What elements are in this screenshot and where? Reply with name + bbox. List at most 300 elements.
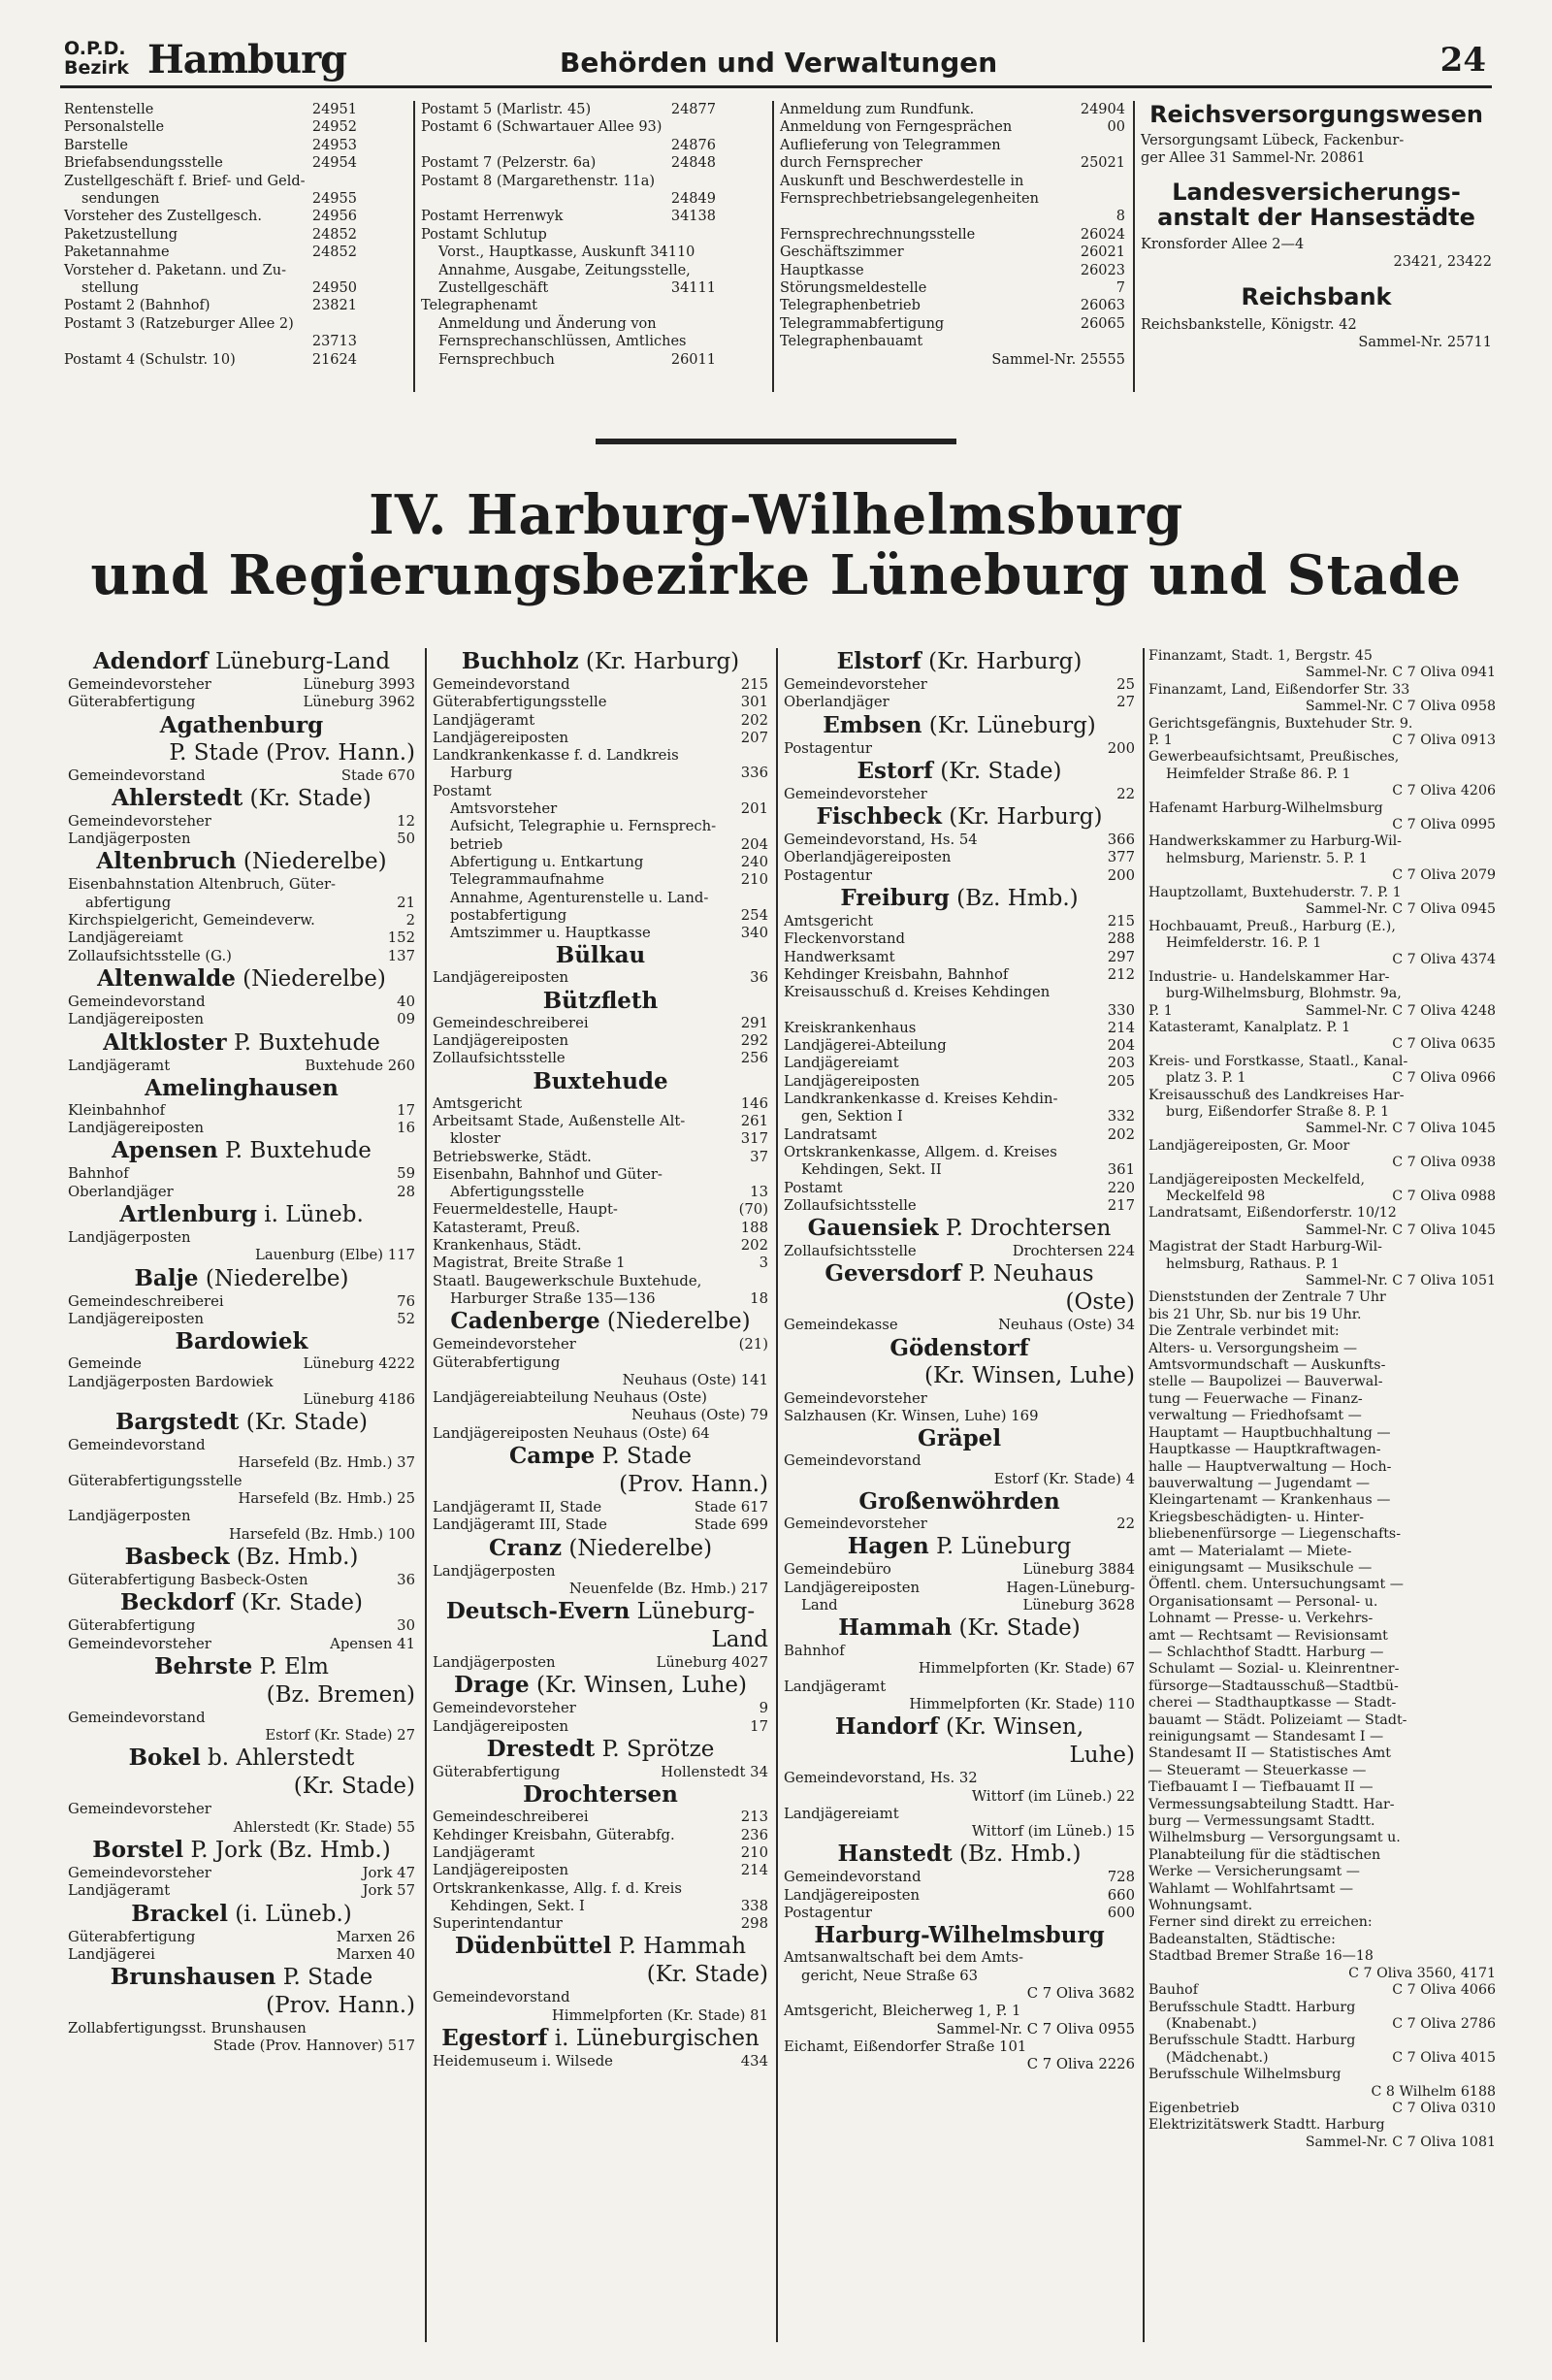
place-heading [433,648,768,675]
entry-row [1148,1898,1496,1914]
entry-number: 36 [750,969,768,987]
entry-number: (70) [738,1201,768,1219]
entry-number: Buxtehude 260 [305,1057,415,1074]
entry-name: Gemeindekasse [784,1317,898,1334]
place-heading-continued [784,1742,1135,1769]
entry-name: Gemeindevorsteher [784,676,927,693]
place-name: Altkloster [103,1028,227,1056]
entry-name: Hochbauamt, Preuß., Harburg (E.), [1148,918,1396,934]
entry-name: Gemeindevorsteher [433,1700,576,1717]
entry-row [1148,1121,1496,1137]
entry-row [68,1526,415,1544]
entry-row [433,925,768,942]
entry-name: Dienststunden der Zentrale 7 Uhr [1148,1289,1386,1306]
entry-number: 26065 [1080,315,1125,332]
entry-name: Amtsgericht [784,913,874,930]
entry-row [433,907,768,925]
entry-name: Badeanstalten, Städtische: [1148,1931,1336,1947]
entry-name: Landjägereiamt [784,1055,899,1072]
place-entry [433,1781,768,1933]
entry-name: Vorst., Hauptkasse, Auskunft 34110 [438,245,695,261]
entry-number: 202 [740,711,768,729]
entry-number: 24852 [311,226,357,243]
entry-number: 137 [387,947,415,964]
entry-number: 240 [740,853,768,870]
place-qualifier: (Kr. Harburg) [921,649,1083,674]
place-qualifier: P. Hammah [611,1934,747,1960]
place-heading [68,712,415,738]
entry-name: Postamt 4 (Schulstr. 10) [64,351,236,368]
place-name: Egestorf [441,2025,548,2052]
entry-row [784,1905,1135,1922]
place-qualifier-continued: P. Stade (Prov. Hann.) [169,739,415,766]
place-entry [68,1964,415,2056]
place-name: Agathenburg [159,711,324,738]
entry-row [1148,1476,1496,1492]
entry-row [421,279,716,297]
entry-row [68,1636,415,1653]
place-qualifier: (Kr. Winsen, Luhe) [529,1673,747,1699]
entry-number: 76 [397,1292,415,1310]
entry-number: 30 [397,1617,415,1635]
entry-row [1148,1391,1496,1408]
entry-row [1148,1712,1496,1729]
entry-name: Superintendantur [433,1915,563,1933]
column-divider [425,648,427,2342]
entry-name: einigungsamt — Musikschule — [1148,1559,1373,1576]
entry-name: Die Zentrale verbindet mit: [1148,1323,1340,1340]
entry-number: 338 [740,1897,768,1914]
entry-number: C 7 Oliva 4206 [1392,783,1496,799]
entry-name: Werke — Versicherungsamt — [1148,1864,1360,1880]
entry-row [68,929,415,947]
entry-name: Gemeindeschreiberei [433,1014,589,1031]
heading-reichsversorgungswesen: Reichsversorgungswesen [1149,101,1483,128]
place-entry [68,1409,415,1544]
entry-number: 340 [740,925,768,942]
entry-name: Gemeindevorstand [68,1437,206,1454]
entry-name: Hafenamt Harburg-Wilhelmsburg [1148,799,1383,816]
entry-name: Postagentur [784,1905,872,1922]
place-entry [433,942,768,987]
entry-number: 215 [740,676,768,693]
entry-row [1148,1357,1496,1374]
entry-number: 24904 [1080,102,1125,117]
entry-name: Katasteramt, Kanalplatz. P. 1 [1148,1019,1351,1035]
entry-row [421,244,716,261]
entry-name: Planabteilung für die städtischen [1148,1846,1381,1863]
entry-row [1148,1982,1496,1999]
entry-row [1148,817,1496,833]
entry-row [421,351,716,369]
entry-name: Salzhausen (Kr. Winsen, Luhe) 169 [784,1408,1039,1425]
entry-row [433,1516,768,1534]
entry-row [1148,1966,1496,1982]
place-entry [433,1535,768,1599]
entry-row [784,1055,1135,1072]
entry-row [784,1869,1135,1886]
entry-number: Hollenstedt 34 [661,1764,768,1781]
place-heading [784,1922,1135,1948]
entry-number: 22 [1116,1515,1135,1532]
entry-row [784,1887,1135,1905]
entry-name: Heimfelderstr. 16. P. 1 [1166,934,1322,951]
entry-row [1148,833,1496,850]
entry-name: Landjägerposten [433,1654,556,1672]
entry-number: 188 [740,1219,768,1236]
entry-name: Landjägereiposten [433,729,569,746]
entry-row [68,831,415,848]
entry-row [68,1572,415,1589]
place-heading [433,1598,768,1625]
place-heading [68,1409,415,1436]
entry-row [784,1823,1135,1841]
place-name: Harburg-Wilhelmsburg [814,1922,1105,1949]
entry-row [64,118,357,136]
place-entry [68,1901,415,1965]
entry-name: Gemeinde [68,1355,142,1373]
top-column-1 [64,101,357,369]
entry-row [68,1120,415,1137]
place-qualifier: Lüneburg- [630,1599,756,1625]
place-heading [68,1029,415,1057]
entry-row [1148,1797,1496,1813]
entry-name: Staatl. Baugewerkschule Buxtehude, [433,1272,702,1289]
entry-name: Landratsamt [784,1125,877,1143]
entry-number: 24848 [670,155,716,172]
entry-name: durch Fernsprecher [780,155,922,172]
entry-row [784,676,1135,694]
entry-row [68,1374,415,1391]
entry-name: Gemeindevorsteher [68,1635,211,1652]
place-name: Drestedt [486,1736,596,1763]
place-name: Basbeck [124,1543,230,1570]
place-entry [433,1598,768,1672]
entry-row [433,1389,768,1407]
place-entry [784,885,1135,1215]
entry-number: 24956 [311,209,357,225]
place-heading [784,1215,1135,1242]
text-line: Reichsbankstelle, Königstr. 42 [1141,316,1357,333]
entry-row [784,949,1135,966]
entry-row [68,1727,415,1744]
entry-row [1148,1864,1496,1880]
entry-row [784,1144,1135,1161]
entry-number: C 7 Oliva 0938 [1392,1155,1496,1171]
entry-number: 34111 [670,280,716,297]
entry-number: 21 [397,894,415,911]
entry-name: Postamt 6 (Schwartauer Allee 93) [421,119,663,136]
place-entry [68,1201,415,1265]
entry-name: Landjägereiposten [68,1120,205,1137]
entry-name: Gemeindevorstand [433,676,570,693]
place-qualifier-continued: Luhe) [1069,1743,1135,1769]
entry-number: 317 [740,1130,768,1148]
entry-row [421,333,716,350]
entry-name: Postamt 2 (Bahnhof) [64,298,210,314]
entry-number: 59 [397,1165,415,1183]
entry-name: P. 1 [1148,733,1173,749]
entry-number: 40 [397,993,415,1010]
place-entry [68,1744,415,1837]
entry-number: 21624 [311,351,357,368]
entry-number: 361 [1107,1161,1135,1179]
place-name: Freiburg [840,885,950,912]
entry-name: Krankenhaus, Städt. [433,1237,582,1255]
entry-name: burg, Eißendorfer Straße 8. P. 1 [1166,1103,1390,1120]
entry-row [1148,1948,1496,1965]
entry-name: Gemeindevorsteher [68,812,211,830]
place-heading [68,1544,415,1571]
entry-name: Zollabfertigungsst. Brunshausen [68,2020,307,2038]
entry-name: Harburger Straße 135—136 [450,1289,656,1307]
entry-row [1148,716,1496,733]
entry-name: Rentenstelle [64,102,154,117]
entry-row [784,1073,1135,1091]
entry-row [780,137,1125,154]
entry-number: Lüneburg 4027 [656,1654,768,1672]
entry-name: Öffentl. chem. Untersuchungsamt — [1148,1577,1404,1593]
entry-number: Neuhaus (Oste) 79 [631,1407,768,1424]
place-qualifier: (Kr. Stade) [952,1615,1081,1642]
place-name: Gräpel [917,1425,1002,1452]
entry-row [433,1700,768,1717]
place-heading [68,1265,415,1292]
entry-number: Sammel-Nr. 25555 [991,351,1125,368]
entry-number: 13 [750,1184,768,1201]
entry-name: bliebenenfürsorge — Liegenschafts- [1148,1526,1401,1543]
entry-row [1148,2084,1496,2101]
place-entry [68,1137,415,1201]
entry-row [784,2038,1135,2056]
entry-number: Harsefeld (Bz. Hmb.) 25 [238,1490,415,1508]
entry-name: Heidemuseum i. Wilsede [433,2053,613,2070]
place-qualifier: (Niederelbe) [235,965,386,992]
entry-name: gericht, Neue Straße 63 [801,1967,979,1984]
entry-name: Zollaufsichtsstelle [784,1196,917,1214]
entry-row [64,190,357,208]
entry-number: 7 [1116,280,1125,297]
entry-row [68,1184,415,1201]
place-name: Cranz [488,1534,563,1561]
entry-row [1148,952,1496,968]
entry-row [1148,1628,1496,1645]
entry-name: Postamt Schlutup [421,226,547,243]
entry-number: 18 [750,1289,768,1307]
entry-row [784,1696,1135,1713]
entry-name: Landjägereiposten [433,1032,569,1050]
entry-number: Jork 47 [362,1864,415,1881]
entry-row [784,1197,1135,1215]
header-title: Behörden und Verwaltungen [560,47,998,79]
entry-row [784,1108,1135,1125]
place-heading [784,712,1135,739]
entry-name: Landjägeramt [68,1882,171,1900]
entry-row [64,226,357,244]
place-name: Borstel [92,1836,184,1863]
entry-name: Paketzustellung [64,226,178,243]
entry-number: 52 [397,1310,415,1327]
column-divider [776,648,778,2342]
entry-row [1148,1645,1496,1661]
entry-row [780,297,1125,314]
entry-name: Gemeindevorstand, Hs. 32 [784,1770,978,1787]
place-heading [433,1781,768,1808]
entry-number: 204 [740,835,768,853]
entry-number: Neuhaus (Oste) 141 [622,1371,768,1388]
entry-number: 25021 [1080,155,1125,172]
entry-row [433,1862,768,1879]
place-entry [433,1736,768,1781]
place-name: Bardowiek [175,1328,308,1355]
entry-name: P. 1 [1148,1002,1173,1019]
entry-row [1148,1492,1496,1509]
entry-name: Landjägerposten [68,831,191,848]
entry-number: 24954 [311,155,357,172]
place-entry [433,2025,768,2070]
place-heading [433,1672,768,1699]
entry-name: Gemeindevorsteher [68,676,211,693]
entry-row [433,836,768,854]
entry-number: 200 [1107,866,1135,884]
entry-name: Kreisausschuß des Landkreises Har- [1148,1087,1405,1103]
entry-name: Amtszimmer u. Hauptkasse [450,925,651,942]
entry-name: Oberlandjäger [784,694,889,711]
entry-name: Stadtbad Bremer Straße 16—18 [1148,1948,1374,1965]
entry-name: Postamt [433,782,492,799]
entry-row [68,895,415,912]
place-heading-continued [433,1471,768,1498]
entry-name: Störungsmeldestelle [780,280,927,297]
place-entry [68,1029,415,1075]
place-qualifier: (Kr. Lüneburg) [922,712,1096,738]
place-qualifier: (Kr. Stade) [242,785,372,811]
place-qualifier: (Kr. Stade) [239,1410,369,1436]
entry-row [1148,1560,1496,1577]
entry-name: Kreisausschuß d. Kreises Kehdingen [784,984,1051,1001]
place-entry [784,1215,1135,1260]
place-heading-continued [433,1626,768,1653]
place-name: Hanstedt [837,1841,953,1868]
entry-name: Güterabfertigung [433,1353,561,1371]
place-qualifier: (Kr. Stade) [234,1590,364,1616]
entry-row [433,747,768,765]
place-name: Gauensiek [807,1215,939,1242]
entry-number: 366 [1107,831,1135,849]
entry-number: C 7 Oliva 0635 [1392,1036,1496,1053]
entry-number: 207 [740,729,768,746]
entry-name: Kleinbahnhof [68,1101,166,1119]
entry-name: Wohnungsamt. [1148,1898,1253,1914]
place-heading [784,1335,1135,1361]
entry-number: 34138 [670,209,716,225]
entry-row [1148,935,1496,952]
entry-row [421,137,716,154]
entry-name: Alters- u. Versorgungsheim — [1148,1340,1358,1356]
place-name: Großenwöhrden [858,1487,1060,1515]
entry-row [1148,665,1496,681]
place-heading-continued [68,739,415,766]
entry-name: amt — Rechtsamt — Revisionsamt [1148,1627,1388,1644]
entry-name: Landjägereiposten [784,1072,921,1090]
entry-row [1148,1830,1496,1846]
entry-number: 330 [1107,1001,1135,1019]
entry-row [64,351,357,369]
place-entry [784,1841,1135,1922]
entry-row [1148,1745,1496,1762]
entry-row [780,262,1125,279]
entry-row [68,1929,415,1946]
entry-name: Briefabsendungsstelle [64,155,223,172]
entry-number: 24951 [311,102,357,117]
entry-row [433,1844,768,1862]
entry-row [1148,1205,1496,1222]
entry-row [421,118,716,136]
entry-row [1148,1273,1496,1289]
entry-number: 236 [740,1826,768,1843]
entry-number: 2 [405,912,415,929]
entry-number: Hagen-Lüneburg- [1006,1579,1135,1596]
place-qualifier: P. Jork (Bz. Hmb.) [183,1837,391,1863]
entry-number: C 7 Oliva 4015 [1392,2049,1496,2066]
text-line: Sammel-Nr. 25711 [1358,335,1492,351]
entry-row [64,315,357,333]
place-heading [433,1308,768,1335]
entry-name: Landkrankenkasse f. d. Landkreis [433,747,679,765]
entry-name: Amtsanwaltschaft bei dem Amts- [784,1949,1024,1967]
entry-name: Güterabfertigungsstelle [68,1472,242,1489]
entry-row [1148,1341,1496,1357]
entry-number: C 7 Oliva 0913 [1392,733,1496,749]
entry-name: Gemeindevorstand [68,993,206,1010]
main-column-4 [1148,648,1496,2151]
place-heading [784,648,1135,675]
entry-number: 203 [1107,1055,1135,1072]
place-qualifier: P. Stade [595,1443,693,1469]
entry-number: 202 [740,1237,768,1255]
entry-name: Bauhof [1148,1982,1198,1999]
entry-row [433,765,768,782]
entry-name: Landjägerposten [68,1229,191,1247]
column-divider [413,101,415,392]
entry-name: Oberlandjäger [68,1183,174,1200]
entry-name: Wilhelmsburg — Versorgungsamt u. [1148,1830,1401,1846]
entry-row [1148,1544,1496,1560]
entry-row [784,1243,1135,1260]
entry-name: Güterabfertigung [433,1764,561,1781]
entry-row [784,1643,1135,1660]
page-number: 24 [1439,41,1486,80]
entry-name: amt — Materialamt — Miete- [1148,1543,1352,1559]
entry-row [433,890,768,907]
entry-row [433,1499,768,1516]
entry-number: Wittorf (im Lüneb.) 15 [971,1823,1135,1841]
entry-name: Güterabfertigung [68,694,196,711]
entry-row [1148,648,1496,665]
entry-row [1148,1155,1496,1171]
entry-row [433,1050,768,1067]
entry-number: 09 [397,1011,415,1028]
entry-name: Kehdingen, Sekt. II [801,1161,942,1179]
entry-name: Landjägereiposten [433,1862,569,1879]
entry-number: 301 [740,694,768,711]
entry-name: Elektrizitätswerk Stadtt. Harburg [1148,2117,1385,2134]
entry-name: Magistrat, Breite Straße 1 [433,1255,626,1272]
entry-row [421,262,716,279]
entry-name: Annahme, Agenturenstelle u. Land- [450,889,709,906]
place-qualifier-continued: (Kr. Winsen, Luhe) [924,1362,1135,1388]
place-entry [68,648,415,712]
